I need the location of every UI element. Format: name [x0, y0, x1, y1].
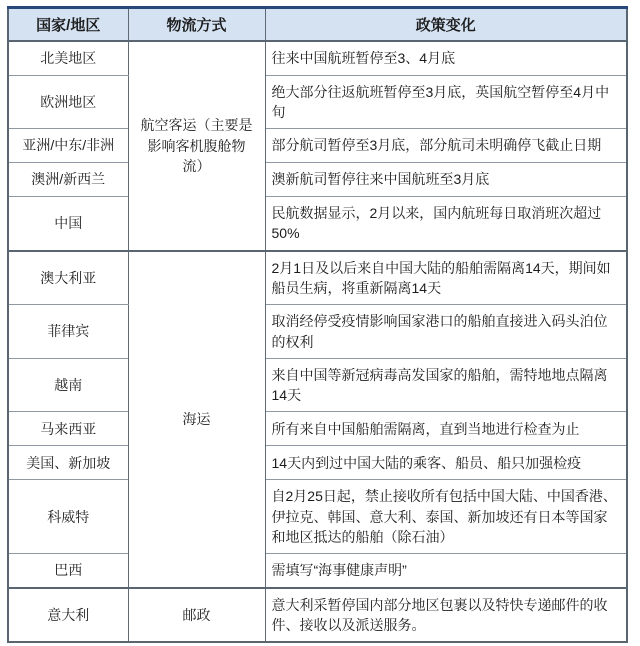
- region-cell: 马来西亚: [8, 412, 128, 446]
- logistics-policy-table: [7, 6, 628, 643]
- header-method: 物流方式: [128, 8, 265, 42]
- header-row: [8, 8, 627, 42]
- region-cell: 意大利: [8, 588, 128, 643]
- region-cell: 欧洲地区: [8, 75, 128, 129]
- method-cell: 航空客运（主要是影响客机腹舱物流）: [128, 41, 265, 251]
- policy-cell: 14天内到过中国大陆的乘客、船员、船只加强检疫: [265, 446, 627, 480]
- policy-cell: 绝大部分往返航班暂停至3月底，英国航空暂停至4月中旬: [265, 75, 627, 129]
- policy-cell: 来自中国等新冠病毒高发国家的船舶，需特地地点隔离14天: [265, 358, 627, 412]
- table-row: [8, 554, 627, 588]
- policy-cell: 意大利采暂停国内部分地区包裹以及特快专递邮件的收件、接收以及派送服务。: [265, 588, 627, 643]
- policy-cell: 需填写“海事健康声明”: [265, 554, 627, 588]
- region-cell: 澳大利亚: [8, 251, 128, 305]
- region-cell: 美国、新加坡: [8, 446, 128, 480]
- table-row: [8, 41, 627, 75]
- region-cell: 越南: [8, 358, 128, 412]
- region-cell: 菲律宾: [8, 305, 128, 359]
- policy-cell: 部分航司暂停至3月底，部分航司未明确停飞截止日期: [265, 129, 627, 163]
- policy-cell: 民航数据显示，2月以来，国内航班每日取消班次超过50%: [265, 197, 627, 251]
- header-policy: 政策变化: [265, 8, 627, 42]
- policy-cell: 2月1日及以后来自中国大陆的船舶需隔离14天，期间如船员生病，将重新隔离14天: [265, 251, 627, 305]
- policy-cell: 澳新航司暂停往来中国航班至3月底: [265, 163, 627, 197]
- policy-cell: 取消经停受疫情影响国家港口的船舶直接进入码头泊位的权利: [265, 305, 627, 359]
- table-row: [8, 251, 627, 305]
- region-cell: 澳洲/新西兰: [8, 163, 128, 197]
- region-cell: 科威特: [8, 480, 128, 554]
- table-row: [8, 129, 627, 163]
- table-row: [8, 163, 627, 197]
- table-body: [8, 41, 627, 642]
- table-row: [8, 588, 627, 643]
- table-row: [8, 305, 627, 359]
- method-cell: 邮政: [128, 588, 265, 643]
- region-cell: 北美地区: [8, 41, 128, 75]
- region-cell: 巴西: [8, 554, 128, 588]
- region-cell: 亚洲/中东/非洲: [8, 129, 128, 163]
- table-row: [8, 197, 627, 251]
- table-row: [8, 75, 627, 129]
- table-row: [8, 358, 627, 412]
- policy-cell: 往来中国航班暂停至3、4月底: [265, 41, 627, 75]
- table-row: [8, 480, 627, 554]
- table-row: [8, 412, 627, 446]
- header-region: 国家/地区: [8, 8, 128, 42]
- policy-cell: 自2月25日起，禁止接收所有包括中国大陆、中国香港、伊拉克、韩国、意大利、泰国、新加坡还有日本等国家和地区抵达的船舶（除石油）: [265, 480, 627, 554]
- table-row: [8, 446, 627, 480]
- policy-cell: 所有来自中国船舶需隔离，直到当地进行检查为止: [265, 412, 627, 446]
- region-cell: 中国: [8, 197, 128, 251]
- method-cell: 海运: [128, 251, 265, 588]
